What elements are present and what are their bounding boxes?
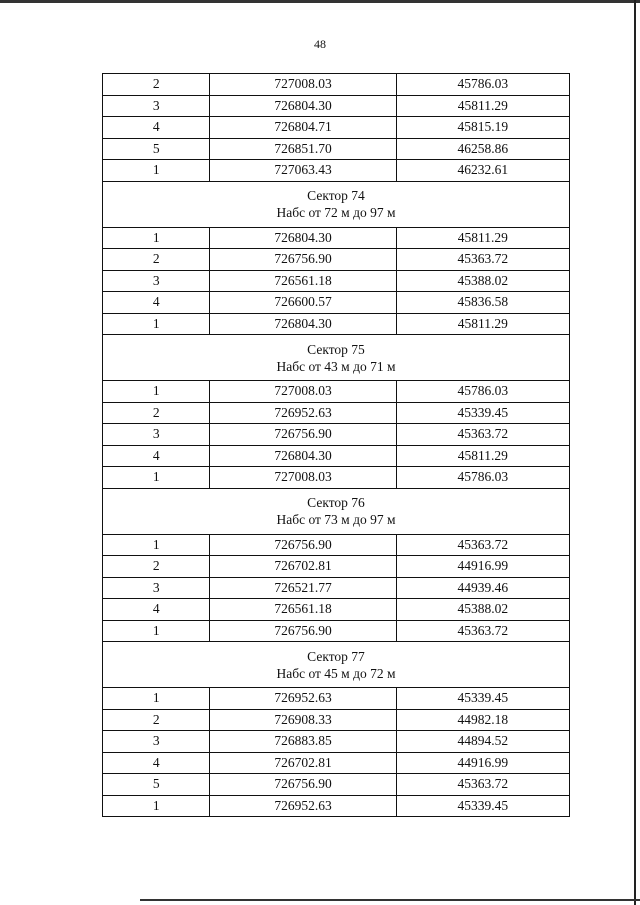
y-coordinate-cell: 46232.61 — [396, 160, 569, 182]
table-row — [103, 74, 570, 96]
page-number: 48 — [314, 37, 326, 51]
y-coordinate-cell: 45363.72 — [396, 774, 569, 796]
x-coordinate-cell: 726756.90 — [210, 774, 396, 796]
sector-height-range: Набс от 72 м до 97 м — [276, 205, 396, 220]
x-coordinate-cell: 726561.18 — [210, 270, 396, 292]
y-coordinate-cell: 45811.29 — [396, 95, 569, 117]
table-row — [103, 445, 570, 467]
table-row — [103, 138, 570, 160]
table-row — [103, 577, 570, 599]
point-number-cell: 4 — [103, 292, 210, 314]
x-coordinate-cell: 726851.70 — [210, 138, 396, 160]
table-row — [103, 795, 570, 817]
x-coordinate-cell: 727008.03 — [210, 381, 396, 403]
sector-title: Сектор 77 — [307, 648, 365, 664]
x-coordinate-cell: 726804.30 — [210, 313, 396, 335]
y-coordinate-cell: 44916.99 — [396, 752, 569, 774]
table-row — [103, 402, 570, 424]
point-number-cell: 4 — [103, 117, 210, 139]
table-row — [103, 227, 570, 249]
x-coordinate-cell: 726952.63 — [210, 402, 396, 424]
table-row — [103, 467, 570, 489]
table-row — [103, 117, 570, 139]
coordinates-table — [102, 73, 570, 817]
table-row — [103, 620, 570, 642]
table-row — [103, 270, 570, 292]
y-coordinate-cell: 44982.18 — [396, 709, 569, 731]
y-coordinate-cell: 45786.03 — [396, 381, 569, 403]
table-row — [103, 95, 570, 117]
x-coordinate-cell: 726804.30 — [210, 95, 396, 117]
y-coordinate-cell: 45811.29 — [396, 313, 569, 335]
point-number-cell: 1 — [103, 227, 210, 249]
point-number-cell: 1 — [103, 795, 210, 817]
table-row — [103, 534, 570, 556]
x-coordinate-cell: 726756.90 — [210, 620, 396, 642]
x-coordinate-cell: 726952.63 — [210, 795, 396, 817]
x-coordinate-cell: 726561.18 — [210, 599, 396, 621]
x-coordinate-cell: 726521.77 — [210, 577, 396, 599]
y-coordinate-cell: 45339.45 — [396, 402, 569, 424]
x-coordinate-cell: 727063.43 — [210, 160, 396, 182]
point-number-cell: 1 — [103, 688, 210, 710]
x-coordinate-cell: 726804.30 — [210, 445, 396, 467]
sector-header — [103, 642, 570, 688]
point-number-cell: 4 — [103, 599, 210, 621]
y-coordinate-cell: 45363.72 — [396, 534, 569, 556]
point-number-cell: 1 — [103, 313, 210, 335]
y-coordinate-cell: 45786.03 — [396, 467, 569, 489]
point-number-cell: 2 — [103, 709, 210, 731]
x-coordinate-cell: 726702.81 — [210, 556, 396, 578]
point-number-cell: 4 — [103, 752, 210, 774]
x-coordinate-cell: 726600.57 — [210, 292, 396, 314]
table-row — [103, 381, 570, 403]
sector-title: Сектор 76 — [307, 495, 365, 510]
table-row — [103, 313, 570, 335]
point-number-cell: 1 — [103, 534, 210, 556]
point-number-cell: 1 — [103, 160, 210, 182]
y-coordinate-cell: 45363.72 — [396, 424, 569, 446]
y-coordinate-cell: 45811.29 — [396, 445, 569, 467]
y-coordinate-cell: 45388.02 — [396, 270, 569, 292]
x-coordinate-cell: 726883.85 — [210, 731, 396, 753]
sector-header-row — [103, 488, 570, 534]
table-row — [103, 556, 570, 578]
table-row — [103, 249, 570, 271]
y-coordinate-cell: 45811.29 — [396, 227, 569, 249]
point-number-cell: 1 — [103, 467, 210, 489]
point-number-cell: 5 — [103, 138, 210, 160]
y-coordinate-cell: 45388.02 — [396, 599, 569, 621]
x-coordinate-cell: 726952.63 — [210, 688, 396, 710]
x-coordinate-cell: 727008.03 — [210, 467, 396, 489]
coordinates-table-body — [103, 74, 570, 817]
point-number-cell: 2 — [103, 249, 210, 271]
y-coordinate-cell: 45363.72 — [396, 249, 569, 271]
sector-header-row — [103, 335, 570, 381]
x-coordinate-cell: 726804.30 — [210, 227, 396, 249]
point-number-cell: 2 — [103, 556, 210, 578]
x-coordinate-cell: 726908.33 — [210, 709, 396, 731]
sector-height-range: Набс от 73 м до 97 м — [276, 512, 396, 527]
y-coordinate-cell: 44939.46 — [396, 577, 569, 599]
sector-header-row — [103, 181, 570, 227]
x-coordinate-cell: 726702.81 — [210, 752, 396, 774]
sector-height-range: Набс от 45 м до 72 м — [276, 665, 396, 681]
sector-title: Сектор 75 — [307, 341, 365, 357]
y-coordinate-cell: 46258.86 — [396, 138, 569, 160]
y-coordinate-cell: 45339.45 — [396, 688, 569, 710]
point-number-cell: 3 — [103, 95, 210, 117]
y-coordinate-cell: 45815.19 — [396, 117, 569, 139]
y-coordinate-cell: 44916.99 — [396, 556, 569, 578]
table-row — [103, 752, 570, 774]
table-row — [103, 292, 570, 314]
table-row — [103, 709, 570, 731]
x-coordinate-cell: 726756.90 — [210, 534, 396, 556]
page-edge-bottom — [140, 899, 640, 901]
point-number-cell: 5 — [103, 774, 210, 796]
y-coordinate-cell: 45363.72 — [396, 620, 569, 642]
sector-height-range: Набс от 43 м до 71 м — [276, 358, 396, 374]
x-coordinate-cell: 726756.90 — [210, 249, 396, 271]
point-number-cell: 1 — [103, 620, 210, 642]
y-coordinate-cell: 45786.03 — [396, 74, 569, 96]
x-coordinate-cell: 727008.03 — [210, 74, 396, 96]
point-number-cell: 3 — [103, 424, 210, 446]
page-edge-top — [0, 0, 640, 3]
point-number-cell: 3 — [103, 731, 210, 753]
table-row — [103, 774, 570, 796]
sector-title: Сектор 74 — [307, 188, 365, 203]
y-coordinate-cell: 45836.58 — [396, 292, 569, 314]
table-row — [103, 731, 570, 753]
point-number-cell: 1 — [103, 381, 210, 403]
y-coordinate-cell: 44894.52 — [396, 731, 569, 753]
sector-header — [103, 181, 570, 227]
point-number-cell: 2 — [103, 74, 210, 96]
sector-header — [103, 335, 570, 381]
point-number-cell: 4 — [103, 445, 210, 467]
page-edge-right — [634, 0, 636, 905]
x-coordinate-cell: 726804.71 — [210, 117, 396, 139]
x-coordinate-cell: 726756.90 — [210, 424, 396, 446]
point-number-cell: 3 — [103, 270, 210, 292]
table-row — [103, 599, 570, 621]
sector-header — [103, 488, 570, 534]
table-row — [103, 424, 570, 446]
table-row — [103, 688, 570, 710]
table-row — [103, 160, 570, 182]
point-number-cell: 3 — [103, 577, 210, 599]
point-number-cell: 2 — [103, 402, 210, 424]
y-coordinate-cell: 45339.45 — [396, 795, 569, 817]
sector-header-row — [103, 642, 570, 688]
